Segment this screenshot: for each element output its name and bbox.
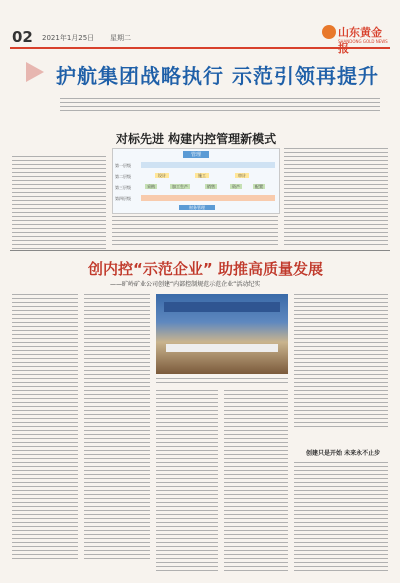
- diagram-row-label: 第二层级: [115, 174, 131, 179]
- section-divider: [10, 250, 390, 251]
- subhead-right: 创建只是开始 未来永不止步: [306, 450, 381, 457]
- diagram-bottom: 财务管理: [179, 205, 215, 210]
- section2-col-3: [156, 390, 218, 574]
- diagram-cell: 采购: [147, 184, 155, 189]
- section2-col-5b: [294, 462, 388, 574]
- header-rule: [10, 47, 390, 49]
- mid-headline: 对标先进 构建内控管理新模式: [116, 132, 277, 146]
- sun-logo-icon: [322, 25, 336, 39]
- diagram-row-label: 第三层级: [115, 185, 131, 190]
- paper-name: 山东黄金: [338, 26, 382, 39]
- photo-table: [166, 344, 278, 352]
- section2-col-5: [294, 294, 388, 430]
- diagram-row-2: [115, 172, 275, 181]
- page-number: 02: [12, 28, 33, 46]
- issue-date: 2021年1月25日: [42, 34, 95, 42]
- paper-name-en: SHANDONG GOLD NEWS: [338, 39, 388, 44]
- arrow-deco: [26, 62, 44, 82]
- photo-banner: [164, 302, 280, 312]
- page-header: [0, 0, 400, 48]
- diagram-cell: 配置: [255, 184, 263, 189]
- section2-col-1: [12, 294, 78, 562]
- diagram-cell: 加工生产: [172, 184, 188, 189]
- center-text: [112, 216, 278, 248]
- meeting-photo: [156, 294, 288, 374]
- right-column-text: [284, 148, 388, 248]
- diagram-bar: [141, 162, 275, 168]
- diagram-row-label: 第四层级: [115, 196, 131, 201]
- section2-col-4: [224, 390, 288, 574]
- section2-subheadline: ——旷岭矿业公司创建“内部控制规范示范企业”活动纪实: [110, 281, 261, 288]
- diagram-row-1: [115, 161, 275, 170]
- diagram-bar: [141, 195, 275, 201]
- left-column-text: [12, 156, 106, 252]
- paper-logo: [322, 24, 390, 48]
- diagram-cell: 销售: [207, 184, 215, 189]
- diagram-row-label: 第一层级: [115, 163, 131, 168]
- diagram-cell: 施工: [195, 173, 209, 178]
- diagram-cell: 审计: [235, 173, 249, 178]
- section2-headline: 创内控“示范企业” 助推高质量发展: [88, 260, 323, 278]
- issue-weekday: 星期二: [110, 34, 131, 42]
- photo-caption: [156, 378, 288, 386]
- management-diagram: [112, 148, 280, 214]
- diagram-row-4: [115, 194, 275, 203]
- top-headline: 护航集团战略执行 示范引领再提升: [56, 64, 379, 88]
- diagram-header: 管理: [183, 151, 209, 158]
- diagram-row-3: [115, 183, 275, 192]
- diagram-cell: 设计: [155, 173, 169, 178]
- section2-col-2: [84, 294, 150, 562]
- intro-paragraph: [60, 98, 380, 114]
- diagram-cell: 资产: [232, 184, 240, 189]
